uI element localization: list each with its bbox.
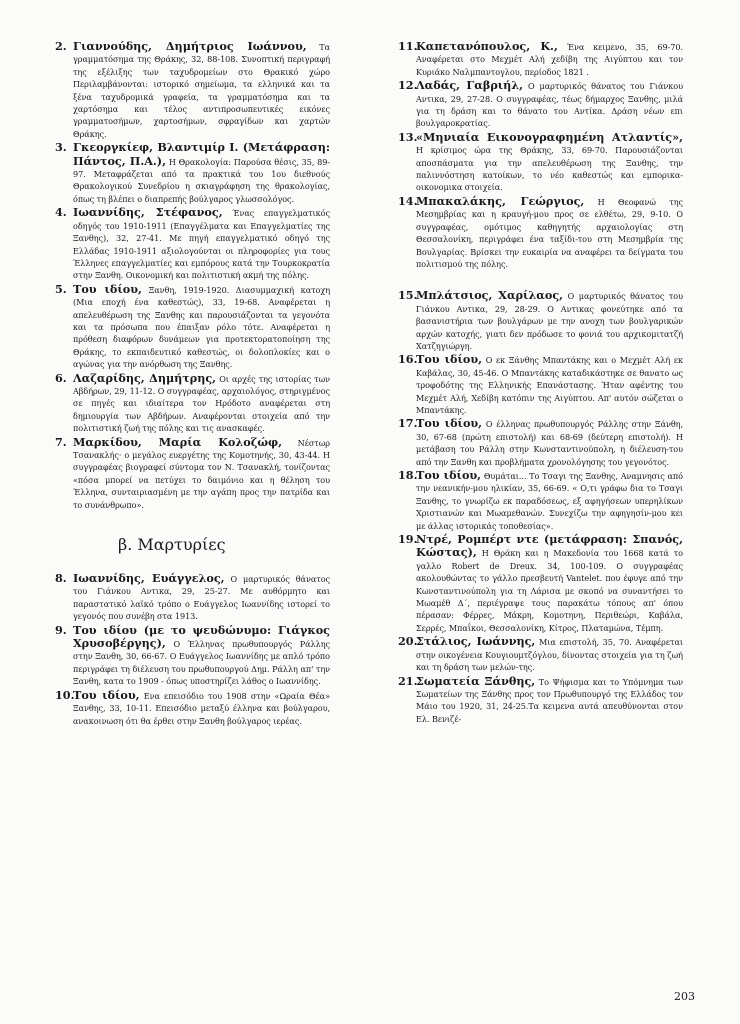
entry-author: Του ιδίου, — [73, 281, 142, 296]
entry-number: 16. — [398, 352, 418, 367]
entry-description: Η Θεοφανώ της Μεσημβρίας και η κραυγή-μου προς σε ελθέτω, 29, 9-10. Ο συγγραφέας, ομότιμος καθηγητής αρχαιολογίας στη Θεσσαλονίκη, περιγράφει ένα ταξίδι-του στη Μεσημβρία της Βουλγαρίας. Βρίσκει την ευκαιρία να αναφέρει τα δείγματα του πολιτισμού της πόλης. — [416, 196, 683, 269]
bibliography-entry — [55, 572, 330, 623]
entry-number: 3. — [55, 140, 67, 155]
bibliography-entry — [398, 353, 683, 416]
page-number: 203 — [674, 990, 695, 1003]
entry-author: «Μηνιαία Εικονογραφημένη Ατλαντίς», — [416, 129, 683, 144]
bibliography-entry — [55, 283, 330, 371]
entry-description: Νέστωρ Τσανακλής· ο μεγάλος ευεργέτης της Κομοτηνής, 30, 43-44. Η συγγραφέας βιογραφεί σύντομα τον Ν. Τσανακλή, τονίζοντας «πόσα μπορεί να πετύχει το δαιμόνιο και η θέληση του Έλληνα, συνταιριασμένη με την αγάπη προς την πατρίδα και το συνάνθρωπο». — [73, 437, 330, 510]
entry-description: Η κρίσιμος ώρα της Θράκης, 33, 69-70. Παρουσιάζονται αποσπάσματα για την απελευθέρωση της Ξανθης, την παλιννόστηση κατοίκων, το νέο καθεστώς και εμπορικα-οικονομικα στοιχεία. — [416, 145, 683, 193]
entry-description: Ο εκ Ξάνθης Μπαντάκης και ο Μεχμέτ Αλή εκ Καβάλας, 30, 45-46. Ο Μπαντάκης καταδικάστηκε σε θανατο ως τροφοδότης της Ελληνικής Επανάστασης. Ήταν αφέντης του Μεχμέτ Αλή, Χεδίβη κατόπιν της Αιγύπτου. Απ' αυτόν σώζεται ο Μπαντάκης. — [416, 355, 683, 415]
entry-number: 2. — [55, 39, 67, 53]
entry-description: Μια επιστολή, 35, 70. Αναφέρεται στην οικογένεια Κουγιουμτζόγλου, δίνοντας στοιχεία για τη ζωή και τη δράση των μελών-της. — [416, 637, 683, 673]
bibliography-entry — [55, 436, 330, 511]
entry-number: 13. — [398, 129, 418, 144]
entry-author: Καπετανόπουλος, Κ., — [416, 39, 558, 53]
entry-description: Ο μαρτυρικός θάνατος του Γιάνκου Αντικα, 29, 27-28. Ο συγγραφέας, τέως δήμαρχος Ξανθης, μιλά για τη δράση και το θάνατο του Αντίκα. Δράση νέων επι βουλγαροκρατίας. — [416, 81, 684, 129]
bibliography-entry — [398, 675, 683, 726]
entry-author: Γιαννούδης, Δημήτριος Ιωάννου, — [73, 39, 307, 53]
entry-number: 15. — [398, 288, 418, 303]
entry-number: 17. — [398, 416, 418, 431]
entry-author: Του ιδίου (με το ψευδώνυμο: Γιάγκος Χρυσοβέργης), — [73, 622, 330, 651]
entry-author: Μπλάτσιος, Χαρίλαος, — [416, 288, 564, 303]
entry-number: 4. — [55, 205, 67, 220]
entry-author: Στάλιος, Ιωάννης, — [416, 634, 536, 649]
entry-author: Ιωαννίδης, Ευάγγελος, — [73, 571, 225, 586]
entry-author: Μαρκίδου, Μαρία Κολοζώφ, — [73, 434, 282, 449]
bibliography-entry — [398, 635, 683, 673]
entry-author: Ιωαννίδης, Στέφανος, — [73, 205, 223, 220]
entry-description: Ένας επαγγελματικός οδηγός του 1910-1911 (Επαγγέλματα και Επαγγελματίες της Ξανθης), 32, 27-41. Με πηγή επαγγελματικό οδηγό της Ελλάδας 1910-1911 αξιολογούνται οι πληροφορίες για τους Έλληνες επαγγελματίες και εμπόρους κατά την Τουρκοκρατία στην Ξανθη. Οικονομική και πολιτιστική ακμή της πόλης. — [73, 208, 330, 281]
bibliography-entry — [398, 289, 683, 352]
entry-description: Η Θράκη και η Μακεδονία του 1668 κατά το γαλλο Robert de Dreux. 34, 100-109. Ο συγγραφέας ακολουθώντας το γάλλο πρεσβευτή Vantelet. που έφυγε από την Κωνσταντινούπολη για τη Λάρισα με σκοπό να συναντήσει το Μωαμέθ Δ΄, περιέγραψε τους παρακάτω τόπους απ' όπου πέρασαν: Φέρρες, Μάκρη, Κομοτηνη, Περιθεώρι, Καβάλα, Σερρές, Μπαΐκοι, Θεσσαλονίκη, Κίτρος, Πλαταμώνα, Τέμπη. — [416, 548, 683, 633]
entry-number: 20. — [398, 634, 418, 649]
bibliography-entry — [398, 79, 683, 130]
right-entries-second — [398, 289, 683, 725]
entry-author: Του ιδίου, — [416, 468, 482, 482]
bibliography-entry — [55, 40, 330, 140]
entry-description: Οι αρχές της ιστορίας των Αβδήρων, 29, 11-12. Ο συγγραφέας, αρχαιολόγος, στηριγμένος σε πηγές και ιδιαίτερα τον Ηρόδοτο αναφέρεται στη δημιουργία των Αβδήρων. Αναφέρονται στοιχεία από την πολιτιστική ζωή της πόλης και τις ανασκαφές. — [73, 373, 330, 434]
section-title: β. Μαρτυρίες — [118, 535, 226, 555]
right-column — [398, 40, 683, 726]
entry-description: Ο μαρτυρικός θάνατος του Γιάνκου Αντικα, 29, 28-29. Ο Αντικας φονεύτηκε από τα βασανιστήρια των βουλγάρων με την ανοχη των βουλγαρικών αρχών κατοχής, γιατι δεν πρόδωσε το φονιά του αρχικομιτατζή Χατζηγιώργη. — [416, 291, 684, 351]
bibliography-entry — [55, 372, 330, 435]
column-gap — [398, 271, 683, 289]
entry-author: Του ιδίου, — [73, 687, 140, 702]
entry-number: 7. — [55, 434, 67, 449]
bibliography-entry — [398, 533, 683, 634]
entry-author: Λαζαρίδης, Δημήτρης, — [73, 370, 217, 385]
entry-description: Ο έλληνας πρωθυπουργός Ράλλης στην Ξάνθη, 30, 67-68 (πρώτη επιστολή) και 68-69 (δεύτερη επιστολή). Η μετάβαση του Ράλλη στην Κωνσταντινούπολη, η διέλευση-του από την Ξανθη και προβλήματα χρονολόγησης του γεγονότος. — [416, 419, 684, 467]
bibliography-entry — [398, 131, 683, 194]
entry-description: Ο μαρτυρικός θάνατος του Γιάνκου Αντικα, 29, 25-27. Με αυθόρμητο και παραστατικό λαϊκό τρόπο ο Ευάγγελος Ιωαννίδης ιστορεί το γεγονός που συνέβη στα 1913. — [73, 574, 330, 622]
bibliography-entry — [55, 206, 330, 281]
entry-number: 14. — [398, 193, 418, 208]
entry-description: Ξανθη, 1919-1920. Διασυμμαχική κατοχη (Μια εποχή ένα καθεστώς), 33, 19-68. Αναφέρεται η απελευθέρωση της Ξανθης και παρουσιάζονται τα γεγονότα και τα πρόσωπα που έπαιξαν ρόλο τότε. Αναφέρεται η πρόθεση διαφόρων δυνάμεων για προτεκτορατοποίηση της Θράκης, το εκπαιδευτικό καθεστώς, οι δολοπλοκίες και ο αγώνας για την ανόρθωση της Ξανθης. — [73, 284, 331, 370]
entry-author: Μπακαλάκης, Γεώργιος, — [416, 193, 585, 208]
bibliography-entry — [398, 40, 683, 78]
bibliography-entry — [55, 689, 330, 727]
entry-author: Γκεοργκίεφ, Βλαντιμίρ Ι. (Μετάφραση: Πάντος, Π.Α.), — [73, 140, 330, 168]
bibliography-entry — [55, 624, 330, 688]
left-entries-testimonies — [55, 572, 330, 727]
entry-description: Το Ψήφισμα και το Υπόμνημα των Σωματείων της Ξάνθης προς τον Πρωθυπουργό της Ελλάδος τον Μάιο του 1920, 31, 24-25.Τα κειμενα αυτά απευθύνονται στον Ελ. Βενιζέ- — [416, 676, 683, 724]
entry-description: Η Θρακολογία: Παρούσα θέσις, 35, 89-97. Μεταφράζεται από τα πρακτικά του 1ου διεθνούς Θρακολογικού Συνεδρίου η σκιαγράφηση της θρακολογίας, όπως τη βλέπει ο διαπρεπής βούλγαρος γλωσσολόγος. — [73, 156, 330, 204]
bibliography-entry — [55, 141, 330, 205]
entry-author: Σωματεία Ξάνθης, — [416, 673, 536, 688]
entry-author: Λαδάς, Γαβριήλ, — [416, 78, 524, 93]
bibliography-entry — [398, 469, 683, 532]
entry-number: 11. — [398, 39, 418, 53]
entry-description: Θυμάται... Το Τσαγι της Ξανθης, Αναμνησις από την νεανικήν-μου ηλικίαν, 35, 66-69. « Ο,τι γράφω δια το Τσαγι Ξανθης, το γνωρίζω εκ παραδόσεως, εξ αφηγήσεων υπερηλίκων Χριστιανών και Μωαμεθανών. Συνεχίζω την αφηγησίν-μου κει με άλλας ιστορικάς τοποθεσίας». — [416, 471, 683, 531]
entry-number: 19. — [398, 532, 418, 547]
entry-description: Ο Έλληνας πρωθυπουργός Ράλλης στην Ξανθη, 30, 66-67. Ο Ευάγγελος Ιωαννίδης με απλό τρόπο περιγράφει τη διέλευση του πρωθυπουργού Δημ. Ράλλη απ' την Ξανθη, κατα το 1909 - όπως υποστηρίζει λάθος ο Ιωαννίδης. — [73, 639, 330, 687]
entry-author: Ντρέ, Ρομπέρτ ντε (μετάφραση: Σπανός, Κώστας), — [416, 532, 683, 560]
entry-number: 18. — [398, 468, 418, 482]
entry-number: 9. — [55, 622, 67, 637]
entry-number: 6. — [55, 370, 67, 385]
bibliography-entry — [398, 195, 683, 270]
right-entries-first — [398, 40, 683, 270]
entry-number: 21. — [398, 673, 418, 688]
entry-description: Ενα επεισόδιο του 1908 στην «Ωραία Θέα» Ξανθης, 33, 10-11. Επεισόδιο μεταξύ έλληνα και βούλγαρου, ανακοινωση ότι θα έρθει στην Ξανθη βούλγαρος ιερέας. — [73, 690, 331, 726]
entry-description: Ένα κειμενο, 35, 69-70. Αναφέρεται στο Μεχμέτ Αλή χεδίβη της Αιγύπτου και τον Κυριάκο Ναλμπαντογλου, περίοδος 1821 . — [416, 42, 683, 77]
entry-number: 8. — [55, 571, 67, 586]
entry-number: 12. — [398, 78, 418, 93]
entry-author: Του ιδίου, — [416, 352, 482, 367]
entry-description: Τα γραμματόσημα της Θράκης, 32, 88-108. Συνοπτική περιγραφή της εξέλιξης των ταχυδρομείων στο Θρακικό χώρο Περιλαμβάνονται: ιστορικό σημείωμα, τα ελληνικά και τα ξένα ταχυδρομικά γραφεία, τα γραμματόσημα και τα χαρτόσημα και τέλος αντιπροσωπευτικές εικόνες γραμματοσήμων, χαρτοσήμων, σφραγίδων και χαρτών Θράκης. — [73, 42, 330, 139]
bibliography-entry — [398, 417, 683, 468]
left-column — [55, 40, 330, 728]
left-entries-history — [55, 40, 330, 511]
entry-author: Του ιδίου, — [416, 416, 483, 431]
entry-number: 5. — [55, 281, 67, 296]
entry-number: 10. — [55, 687, 75, 702]
